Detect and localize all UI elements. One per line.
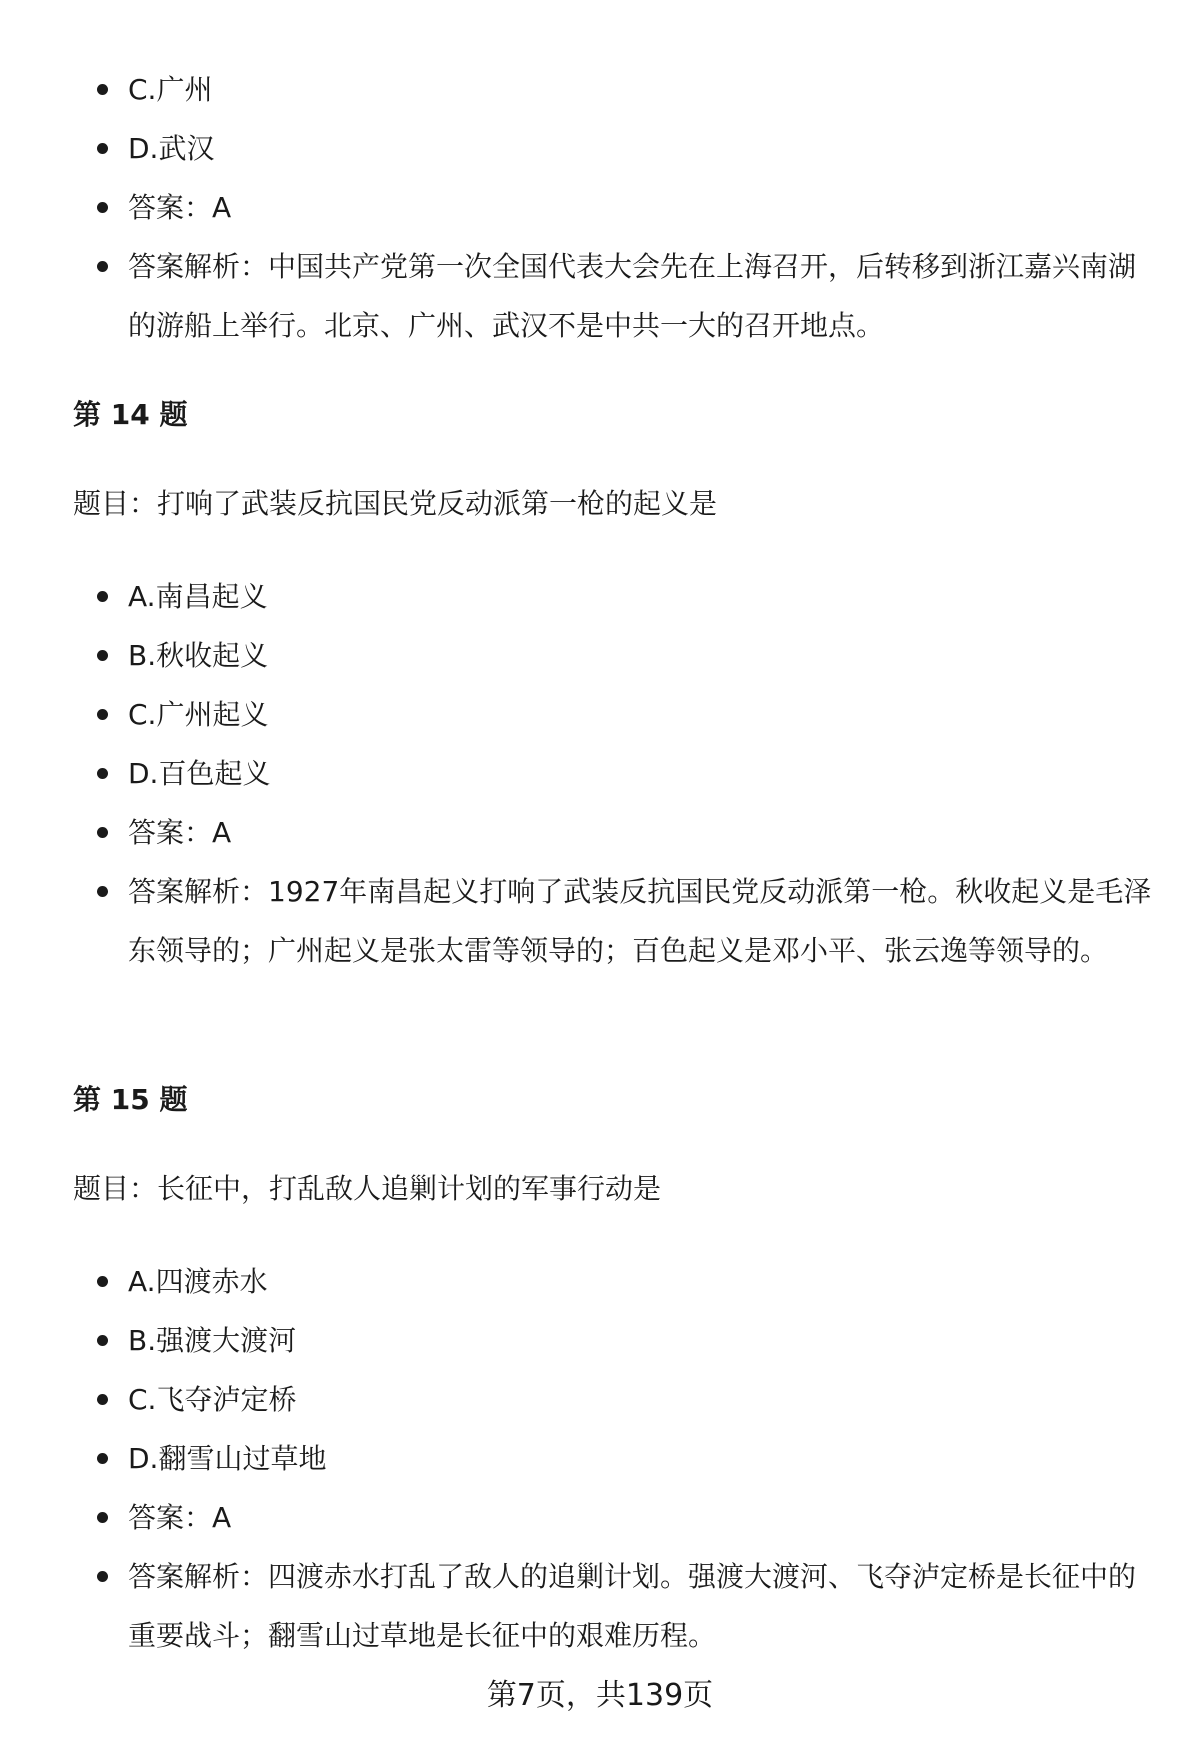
answer-text: 答案：A [128,1501,232,1534]
option-text: D.翻雪山过草地 [128,1442,327,1475]
option-text: C.广州 [128,73,213,106]
bullet-icon [97,591,108,602]
option-text: B.强渡大渡河 [128,1324,297,1357]
question-text: 题目：长征中，打乱敌人追剿计划的军事行动是 [73,1172,662,1205]
list-item [0,237,1200,355]
page-number: 第7页，共139页 [486,1678,714,1713]
list-item [0,803,1200,862]
question-heading: 第 15 题 [73,1083,188,1116]
list-item [0,119,1200,178]
option-text: B.秋收起义 [128,639,269,672]
bullet-icon [97,1394,108,1405]
bullet-icon [97,650,108,661]
option-text: D.百色起义 [128,757,271,790]
q14-option-list [0,567,1200,980]
explanation-text: 答案解析：中国共产党第一次全国代表大会先在上海召开，后转移到浙江嘉兴南湖的游船上举行。北京、广州、武汉不是中共一大的召开地点。 [128,250,1137,342]
bullet-icon [97,143,108,154]
list-item [0,1311,1200,1370]
bullet-icon [97,261,108,272]
list-item [0,1488,1200,1547]
list-item [0,685,1200,744]
explanation-text: 答案解析：1927年南昌起义打响了武装反抗国民党反动派第一枪。秋收起义是毛泽东领导的；广州起义是张太雷等领导的；百色起义是邓小平、张云逸等领导的。 [128,875,1152,967]
bullet-icon [97,768,108,779]
list-item [0,60,1200,119]
option-text: C.飞夺泸定桥 [128,1383,297,1416]
list-item [0,1547,1200,1665]
bullet-icon [97,709,108,720]
bullet-icon [97,1276,108,1287]
bullet-icon [97,1335,108,1346]
answer-text: 答案：A [128,816,232,849]
bullet-icon [97,202,108,213]
question-text: 题目：打响了武装反抗国民党反动派第一枪的起义是 [73,487,718,520]
bullet-icon [97,886,108,897]
q13-option-list [0,60,1200,355]
answer-text: 答案：A [128,191,232,224]
q15-option-list [0,1252,1200,1665]
list-item [0,1429,1200,1488]
bullet-icon [97,827,108,838]
explanation-text: 答案解析：四渡赤水打乱了敌人的追剿计划。强渡大渡河、飞夺泸定桥是长征中的重要战斗；翻雪山过草地是长征中的艰难历程。 [128,1560,1137,1652]
option-text: A.四渡赤水 [128,1265,268,1298]
option-text: C.广州起义 [128,698,269,731]
question-heading: 第 14 题 [73,398,188,431]
bullet-icon [97,84,108,95]
list-item [0,626,1200,685]
list-item [0,1252,1200,1311]
list-item [0,1370,1200,1429]
list-item [0,567,1200,626]
bullet-icon [97,1453,108,1464]
list-item [0,862,1200,980]
option-text: A.南昌起义 [128,580,268,613]
bullet-icon [97,1571,108,1582]
bullet-icon [97,1512,108,1523]
list-item [0,178,1200,237]
list-item [0,744,1200,803]
option-text: D.武汉 [128,132,215,165]
